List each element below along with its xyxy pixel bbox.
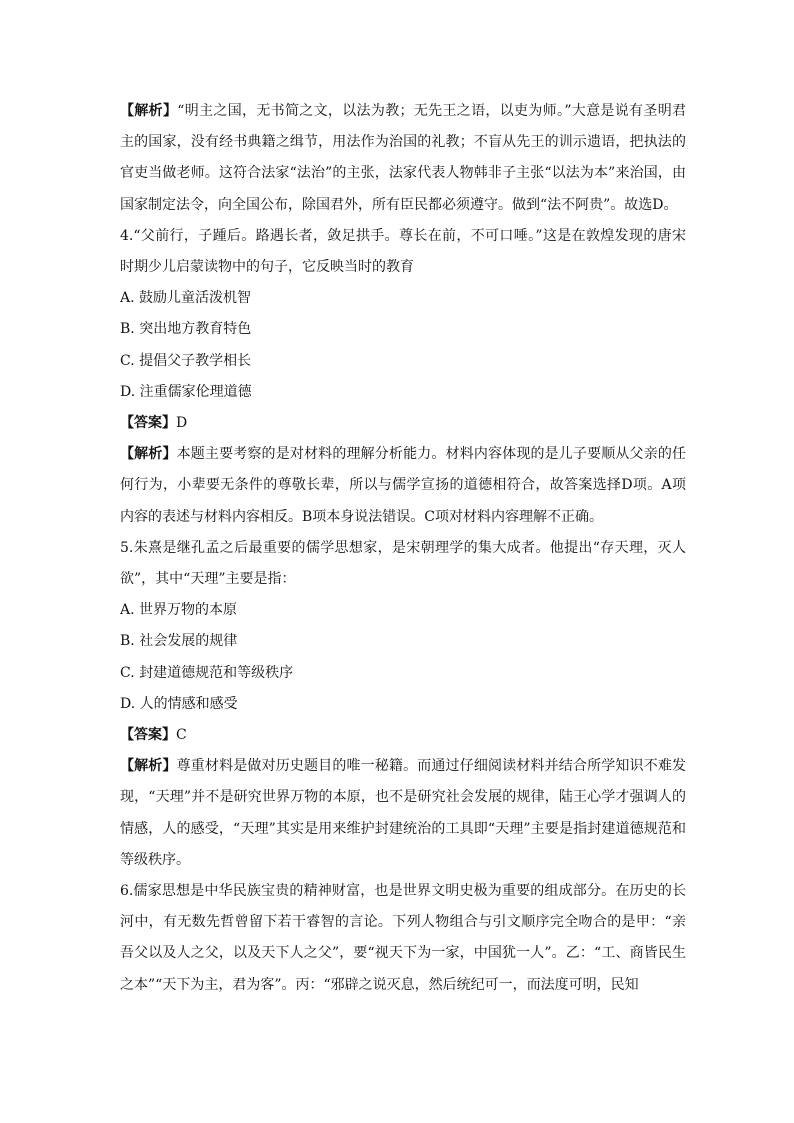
analysis-label: 【解析】 bbox=[120, 446, 177, 463]
question-4-option-a: A. 鼓励儿童活泼机智 bbox=[120, 290, 252, 307]
question-5-option-a: A. 世界万物的本原 bbox=[120, 602, 238, 619]
answer-label: 【答案】 bbox=[120, 415, 176, 432]
analysis-text: “明主之国，无书简之文，以法为教；无先王之语，以吏为师。”大意是说有圣明君主的国家，没有经书典籍之缉节，用法作为治国的礼教；不盲从先王的训示遗语，把执法的官吏当做老师。这符合法家“法治”的主张，法家代表人物韩非子主张“以法为本”来治国，由国家制定法令，向全国公布，除国君外，所有臣民都必须遵守。做到“法不阿贵”。故选D。 bbox=[120, 103, 687, 213]
answer-value: C bbox=[176, 727, 187, 744]
analysis-label: 【解析】 bbox=[120, 103, 178, 119]
question-5-answer bbox=[120, 720, 686, 751]
analysis-text: 本题主要考察的是对材料的理解分析能力。材料内容体现的是儿子要顺从父亲的任何行为，小辈要无条件的尊敬长辈，所以与儒学宣扬的道德相符合，故答案选择D项。A项内容的表述与材料内容相反。B项本身说法错误。C项对材料内容理解不正确。 bbox=[120, 446, 687, 525]
question-5-stem: 5.朱熹是继孔孟之后最重要的儒学思想家，是宋朝理学的集大成者。他提出“存天理，灭人欲”，其中“天理”主要是指： bbox=[120, 539, 686, 588]
document-body bbox=[120, 96, 686, 1001]
question-5-option-c: C. 封建道德规范和等级秩序 bbox=[120, 664, 294, 681]
question-5-option-b: B. 社会发展的规律 bbox=[120, 633, 238, 650]
question-5-option-d: D. 人的情感和感受 bbox=[120, 695, 238, 712]
analysis-label: 【解析】 bbox=[120, 758, 177, 775]
question-5-analysis bbox=[120, 751, 686, 876]
question-4-option-c: C. 提倡父子教学相长 bbox=[120, 352, 252, 369]
question-4-option-d: D. 注重儒家伦理道德 bbox=[120, 383, 252, 400]
analysis-text: 尊重材料是做对历史题目的唯一秘籍。而通过仔细阅读材料并结合所学知识不难发现，“天理”并不是研究世界万物的本原，也不是研究社会发展的规律，陆王心学才强调人的情感，人的感受，“天理”其实是用来维护封建统治的工具即“天理”主要是指封建道德规范和等级秩序。 bbox=[120, 758, 687, 868]
question-6-stem: 6.儒家思想是中华民族宝贵的精神财富，也是世界文明史极为重要的组成部分。在历史的长河中，有无数先哲曾留下若干睿智的言论。下列人物组合与引文顺序完全吻合的是甲：“亲吾父以及人之父，以及天下人之父”，要“视天下为一家，中国犹一人”。乙：“工、商皆民生之本”“天下为主，君为客”。丙：“邪辟之说灭息，然后统纪可一，而法度可明，民知 bbox=[120, 883, 686, 993]
answer-value: D bbox=[176, 415, 188, 432]
question-4-answer bbox=[120, 408, 686, 439]
question-4-option-b: B. 突出地方教育特色 bbox=[120, 321, 252, 338]
answer-label: 【答案】 bbox=[120, 727, 176, 744]
question-4-analysis bbox=[120, 439, 686, 533]
q3-analysis bbox=[120, 96, 686, 221]
question-4-stem: 4.“父前行，子踵后。路遇长者，敛足拱手。尊长在前，不可口唾。”这是在敦煌发现的唐宋时期少儿启蒙读物中的句子，它反映当时的教育 bbox=[120, 227, 686, 276]
